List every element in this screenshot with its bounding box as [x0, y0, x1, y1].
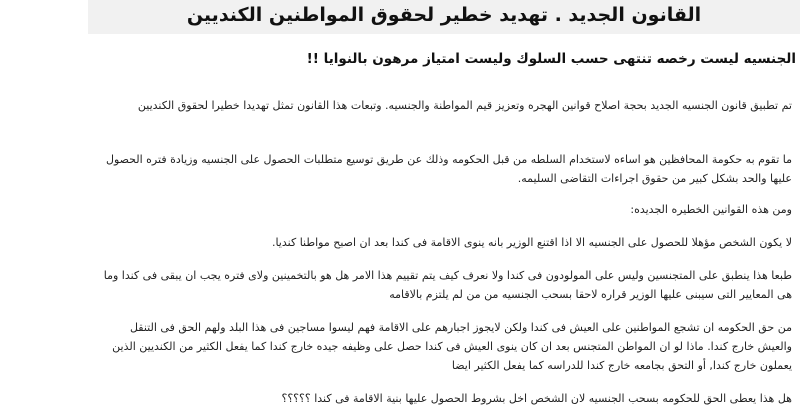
paragraph-government: ما تقوم به حكومة المحافظين هو اساءه لاستخدام السلطه من قبل الحكومه وذلك عن طريق توسيع متطلبات الحصول على الجنسيه وزيادة فتره الحصول عليها والحد بشكل كبير من حقوق اجراءات التقاضى السليمه. [105, 153, 792, 185]
article-subtitle: الجنسيه ليست رخصه تنتهى حسب السلوك وليست امتياز مرهون بالنوايا !! [306, 51, 796, 67]
paragraph-intro: تم تطبيق قانون الجنسيه الجديد بحجة اصلاح قوانين الهجره وتعزيز قيم المواطنة والجنسيه. وتبعات هذا القانون تمثل تهديدا خطيرا لحقوق الكنديين [137, 99, 792, 112]
paragraph-laws-heading: ومن هذه القوانين الخطيره الجديده: [630, 203, 792, 216]
article [88, 0, 800, 412]
paragraph-intent-rule: لا يكون الشخص مؤهلا للحصول على الجنسيه الا اذا اقتنع الوزير بانه ينوى الاقامة فى كندا بعد ان اصبح مواطنا كنديا. [271, 236, 792, 249]
article-title: القانون الجديد . تهديد خطير لحقوق المواطنين الكنديين [186, 4, 702, 26]
title-bar [88, 0, 800, 34]
paragraph-naturalized: طبعا هذا ينطبق على المتجنسين وليس على المولودون فى كندا ولا نعرف كيف يتم تقييم هذا الامر هل هو بالتخمينين ولاى فتره يجب ان يبقى فى كندا وما هى المعايير التى سيبنى عليها الوزير قراره لاحقا بسحب الجنسيه من من لم يلتزم بالاقامه [103, 269, 792, 301]
paragraph-question: هل هذا يعطى الحق للحكومه بسحب الجنسيه لان الشخص اخل بشروط الحصول عليها بنية الاقامة فى كندا ؟؟؟؟؟ [281, 392, 792, 405]
paragraph-right-to-travel: من حق الحكومه ان تشجع المواطنين على العيش فى كندا ولكن لايجوز اجبارهم على الاقامة فهم ليسوا مساجين فى هذا البلد ولهم الحق فى التنقل والعيش خارج كندا. ماذا لو ان المواطن المتجنس بعد ان كان ينوى العيش فى كندا حصل على وظيفه جيده خارج كندا كما يفعل الكثير من الكنديين الذين يعملون خارج كندا, أو التحق بجامعه خارج كندا للدراسه كما يفعل الكثير ايضا [112, 321, 792, 372]
